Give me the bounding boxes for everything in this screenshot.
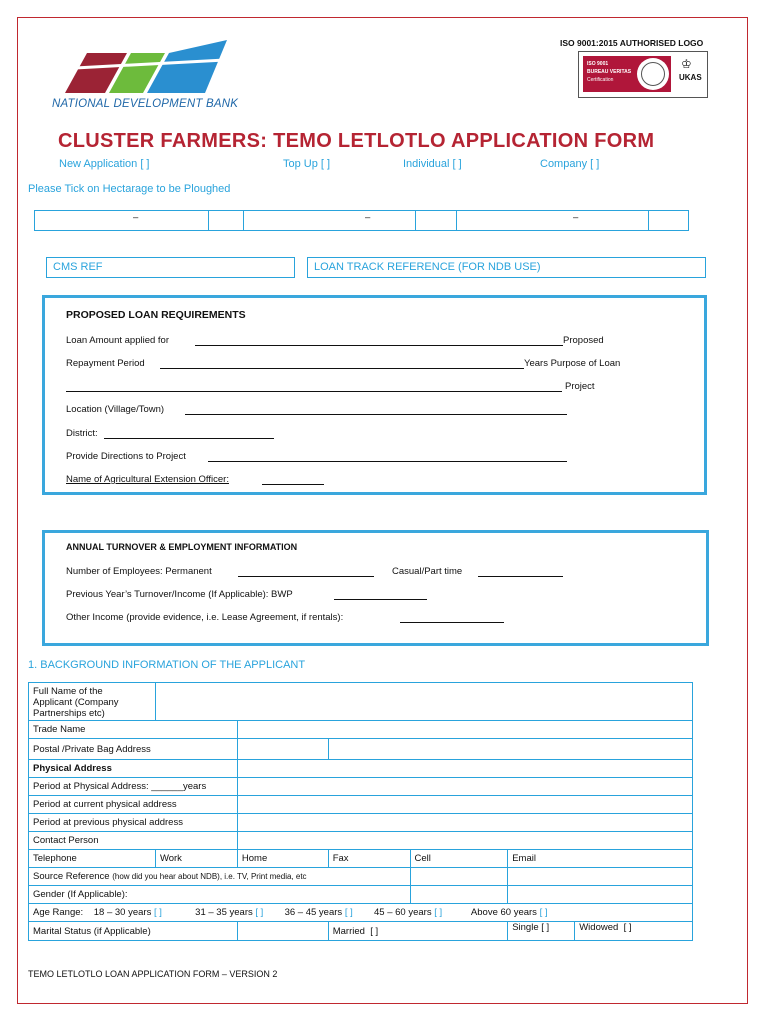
employees-label: Number of Employees: Permanent [66, 566, 212, 577]
ukas-text: UKAS [679, 73, 702, 82]
repayment-line[interactable] [160, 358, 524, 369]
marital-field[interactable] [237, 922, 328, 941]
individual-option[interactable]: Individual [ ] [403, 158, 462, 170]
officer-line[interactable] [262, 474, 324, 485]
age-option-1[interactable]: 18 – 30 years [ ] [93, 907, 162, 918]
gender-field-1[interactable] [410, 886, 508, 904]
email-field[interactable]: Email [508, 850, 693, 868]
location-label: Location (Village/Town) [66, 404, 165, 415]
project-label: Project [565, 381, 595, 392]
directions-line[interactable] [208, 451, 567, 462]
age-range-row: Age Range: 18 – 30 years [ ] 31 – 35 years [ ] 36 – 45 years [ ] 45 – 60 years [ ] Above 60 years [ ] [29, 904, 693, 922]
district-label: District: [66, 428, 98, 439]
officer-label: Name of Agricultural Extension Officer: [66, 474, 229, 485]
period-current-label: Period at current physical address [29, 796, 238, 814]
hectarage-label: Please Tick on Hectarage to be Ploughed [28, 183, 231, 195]
loan-heading: PROPOSED LOAN REQUIREMENTS [66, 309, 246, 321]
seal-icon [637, 58, 669, 90]
form-title: CLUSTER FARMERS: TEMO LETLOTLO APPLICATION FORM [58, 130, 655, 152]
proposed-label: Proposed [563, 335, 604, 346]
trade-name-field[interactable] [237, 721, 692, 739]
background-table [28, 682, 693, 941]
cell-field[interactable]: Cell [410, 850, 508, 868]
bureau-veritas-badge [583, 56, 671, 92]
repayment-label: Repayment Period [66, 358, 145, 369]
directions-label: Provide Directions to Project [66, 451, 186, 462]
loan-requirements-panel [42, 295, 707, 495]
contact-label: Contact Person [29, 832, 238, 850]
cert-text: Certification [587, 77, 614, 83]
turnover-heading: ANNUAL TURNOVER & EMPLOYMENT INFORMATION [66, 542, 298, 552]
trade-name-label: Trade Name [29, 721, 238, 739]
home-field[interactable]: Home [237, 850, 328, 868]
physical-field[interactable] [237, 760, 692, 778]
source-label: Source Reference (how did you hear about NDB), i.e. TV, Print media, etc [29, 868, 411, 886]
years-purpose-label: Years Purpose of Loan [524, 358, 621, 369]
hectarage-cell-2[interactable]: – [365, 212, 371, 223]
cert-bv-text: BUREAU VERITAS [587, 69, 632, 75]
company-option[interactable]: Company [ ] [540, 158, 600, 170]
widowed-option[interactable]: Widowed [ ] [579, 922, 632, 933]
full-name-field[interactable] [155, 683, 692, 721]
iso-label: ISO 9001:2015 AUTHORISED LOGO [560, 38, 704, 48]
other-income-label: Other Income (provide evidence, i.e. Lease Agreement, if rentals): [66, 612, 344, 623]
casual-label: Casual/Part time [392, 566, 463, 577]
married-option[interactable]: Married [ ] [328, 922, 508, 941]
gender-label: Gender (If Applicable): [29, 886, 411, 904]
period-physical-label: Period at Physical Address: ______years [29, 778, 238, 796]
period-physical-field[interactable] [237, 778, 692, 796]
physical-label: Physical Address [29, 760, 238, 778]
ukas-icon: ♔ UKAS [679, 57, 702, 82]
location-line[interactable] [185, 404, 567, 415]
period-previous-label: Period at previous physical address [29, 814, 238, 832]
postal-label: Postal /Private Bag Address [29, 739, 238, 760]
postal-field-2[interactable] [328, 739, 692, 760]
bank-name: NATIONAL DEVELOPMENT BANK [52, 98, 239, 110]
purpose-line[interactable] [66, 381, 562, 392]
footer-text: TEMO LETLOTLO LOAN APPLICATION FORM – VERSION 2 [28, 969, 278, 979]
district-line[interactable] [104, 428, 274, 439]
source-field-2[interactable] [508, 868, 693, 886]
new-application-option[interactable]: New Application [ ] [59, 158, 150, 170]
hectarage-cell-3[interactable]: – [573, 212, 579, 223]
source-field-1[interactable] [410, 868, 508, 886]
loan-amount-line[interactable] [195, 335, 563, 346]
gender-field-2[interactable] [508, 886, 693, 904]
full-name-label: Full Name of the Applicant (Company Partnerships etc) [29, 683, 156, 721]
single-widowed-cell [508, 922, 693, 941]
iso-certification-logo [578, 51, 708, 98]
previous-turnover-line[interactable] [334, 589, 427, 600]
work-field[interactable]: Work [155, 850, 237, 868]
ndb-logo [55, 38, 230, 98]
cms-ref-field[interactable]: CMS REF [46, 257, 295, 278]
loan-track-field[interactable]: LOAN TRACK REFERENCE (FOR NDB USE) [307, 257, 706, 278]
background-heading: 1. BACKGROUND INFORMATION OF THE APPLICANT [28, 659, 306, 671]
age-option-5[interactable]: Above 60 years [ ] [470, 907, 548, 918]
fax-field[interactable]: Fax [328, 850, 410, 868]
period-previous-field[interactable] [237, 814, 692, 832]
hectarage-row [34, 210, 689, 231]
other-income-line[interactable] [400, 612, 504, 623]
age-option-3[interactable]: 36 – 45 years [ ] [284, 907, 353, 918]
casual-line[interactable] [478, 566, 563, 577]
previous-turnover-label: Previous Year’s Turnover/Income (If Applicable): BWP [66, 589, 293, 600]
age-option-2[interactable]: 31 – 35 years [ ] [195, 907, 264, 918]
telephone-label: Telephone [29, 850, 156, 868]
marital-label: Marital Status (if Applicable) [29, 922, 238, 941]
period-current-field[interactable] [237, 796, 692, 814]
single-option[interactable]: Single [ ] [512, 922, 550, 933]
cert-iso-text: ISO 9001 [587, 61, 609, 67]
age-option-4[interactable]: 45 – 60 years [ ] [374, 907, 443, 918]
postal-field-1[interactable] [237, 739, 328, 760]
loan-amount-label: Loan Amount applied for [66, 335, 169, 346]
contact-field[interactable] [237, 832, 692, 850]
employees-line[interactable] [238, 566, 374, 577]
hectarage-cell-1[interactable]: – [133, 212, 139, 223]
top-up-option[interactable]: Top Up [ ] [283, 158, 331, 170]
